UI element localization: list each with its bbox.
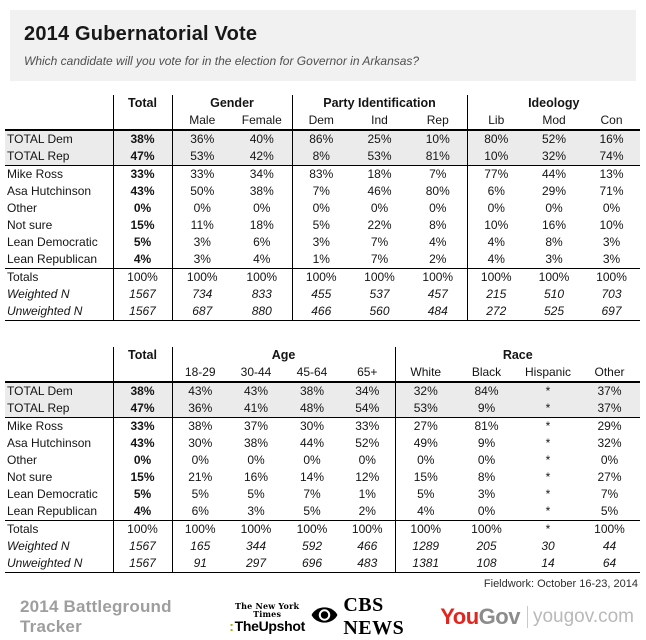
cell: 1381 — [395, 555, 456, 573]
column-header — [5, 364, 113, 382]
cell: 165 — [172, 538, 228, 555]
cell: 49% — [395, 435, 456, 452]
cell: 8% — [292, 148, 350, 166]
cell: 5% — [395, 486, 456, 503]
cell: 83% — [292, 166, 350, 184]
cell: 43% — [113, 435, 172, 452]
cell: 0% — [600, 453, 619, 467]
yougov-wordmark-you: You — [440, 604, 479, 629]
cell: 484 — [409, 303, 467, 321]
cell: 32% — [542, 149, 567, 163]
cell: 29% — [579, 418, 640, 436]
cell: 15% — [113, 469, 172, 486]
column-header — [113, 364, 172, 382]
table-row — [5, 183, 640, 200]
column-group-header: Race — [395, 347, 640, 364]
cell: 38% — [113, 382, 172, 400]
row-label: Lean Democratic — [7, 235, 98, 249]
column-header: Ind — [350, 112, 409, 130]
cell: 6% — [172, 503, 228, 521]
row-label: Mike Ross — [5, 418, 113, 436]
cell: 0% — [477, 504, 496, 518]
row-label: TOTAL Rep — [7, 149, 70, 163]
fieldwork-note: Fieldwork: October 16-23, 2014 — [483, 578, 638, 590]
cell: * — [517, 418, 579, 436]
column-header: 45-64 — [284, 364, 340, 382]
column-group-header: Total — [113, 347, 172, 364]
cell: 0% — [292, 200, 350, 217]
cell: 100% — [292, 269, 350, 287]
cell: 697 — [583, 303, 640, 321]
cell: 5% — [600, 504, 619, 518]
cell: 5% — [303, 504, 321, 518]
column-group-header — [5, 95, 113, 112]
cell: 71% — [599, 184, 624, 198]
cell: 0% — [467, 200, 525, 217]
cell: 0% — [247, 453, 265, 467]
column-header: Rep — [409, 112, 467, 130]
cell: 38% — [249, 184, 274, 198]
cell: 29% — [542, 184, 567, 198]
cell: 86% — [292, 130, 350, 148]
row-label: Other — [7, 453, 38, 467]
table-row — [5, 286, 640, 303]
row-label: Unweighted N — [5, 303, 113, 321]
cell: 297 — [228, 555, 284, 573]
cell: 7% — [303, 487, 321, 501]
cell: 100% — [350, 269, 409, 287]
cell: 560 — [350, 303, 409, 321]
column-header — [5, 112, 113, 130]
column-header: Male — [172, 112, 232, 130]
cell: 36% — [172, 400, 228, 418]
cell: 43% — [243, 384, 269, 398]
cell: * — [517, 521, 579, 539]
table-row — [5, 130, 640, 148]
table-row — [5, 382, 640, 400]
upshot-colon-mark: : — [229, 617, 234, 634]
cell: * — [545, 487, 551, 501]
row-label: Totals — [5, 269, 113, 287]
table-row — [5, 418, 640, 436]
cell: 466 — [292, 303, 350, 321]
table-row — [5, 234, 640, 251]
cbs-news-logo — [311, 594, 440, 640]
cell: 0% — [253, 201, 271, 215]
cell: 9% — [477, 436, 496, 450]
column-header: Lib — [467, 112, 525, 130]
cell: 4% — [429, 235, 447, 249]
cell: 33% — [340, 418, 395, 436]
cell: 0% — [477, 453, 496, 467]
yougov-logo — [440, 604, 634, 630]
cell: 4% — [467, 234, 525, 251]
cell: 537 — [369, 287, 390, 301]
cell: 53% — [172, 148, 232, 166]
cell: * — [545, 436, 551, 450]
cell: 47% — [113, 148, 172, 166]
row-label: TOTAL Rep — [7, 401, 70, 415]
page-title: 2014 Gubernatorial Vote — [24, 23, 258, 45]
cell: 37% — [228, 418, 284, 436]
cell: 33% — [113, 166, 172, 184]
row-label: TOTAL Dem — [7, 132, 73, 146]
row-label: Mike Ross — [5, 166, 113, 184]
cell: 525 — [525, 303, 583, 321]
cell: 100% — [579, 521, 640, 539]
cell: 9% — [477, 401, 496, 415]
row-label: Totals — [5, 521, 113, 539]
cell: 1% — [358, 487, 376, 501]
cell: 74% — [599, 149, 624, 163]
column-group-header: Gender — [172, 95, 292, 112]
cell: 3% — [292, 234, 350, 251]
cell: 81% — [425, 149, 450, 163]
cell: 6% — [253, 235, 271, 249]
cell: 3% — [545, 252, 563, 266]
cell: 38% — [113, 130, 172, 148]
cell: 1567 — [113, 303, 172, 321]
cell: 53% — [395, 400, 456, 418]
cell: 6% — [467, 183, 525, 200]
cell: 510 — [544, 287, 565, 301]
cell: 11% — [172, 217, 232, 234]
cell: 100% — [113, 269, 172, 287]
table-row — [5, 400, 640, 418]
cell: 44% — [299, 436, 325, 450]
row-label: Not sure — [7, 218, 53, 232]
nyt-masthead-text: The New York Times — [235, 600, 300, 619]
cell: * — [545, 504, 551, 518]
cell: 734 — [172, 286, 232, 303]
cell: 30% — [284, 418, 340, 436]
cell: 27% — [395, 418, 456, 436]
cell: 50% — [172, 183, 232, 200]
cbs-news-wordmark: CBS NEWS — [343, 594, 405, 639]
cell: 5% — [292, 217, 350, 234]
cell: 344 — [245, 539, 267, 553]
cell: 0% — [113, 200, 172, 217]
cell: 91 — [172, 555, 228, 573]
cell: 0% — [358, 453, 376, 467]
cell: 5% — [172, 486, 228, 503]
cell: 37% — [597, 401, 622, 415]
table-row — [5, 217, 640, 234]
cell: 2% — [358, 504, 376, 518]
table-row — [5, 166, 640, 184]
cell: 30% — [172, 435, 228, 452]
cell: 5% — [113, 486, 172, 503]
cell: 42% — [249, 149, 274, 163]
cell: 100% — [172, 521, 228, 539]
cell: 47% — [113, 400, 172, 418]
cell: 1567 — [113, 538, 172, 555]
cell: 53% — [367, 149, 392, 163]
column-group-header: Ideology — [467, 95, 640, 112]
cell: 0% — [370, 201, 389, 215]
table-row — [5, 486, 640, 503]
cell: 880 — [232, 303, 292, 321]
column-header: 18-29 — [172, 364, 228, 382]
cell: 4% — [395, 503, 456, 521]
cell: 64 — [579, 555, 640, 573]
row-label: Weighted N — [7, 287, 70, 301]
footer — [20, 594, 634, 639]
column-header: 30-44 — [228, 364, 284, 382]
cbs-eye-icon — [311, 606, 338, 629]
report-header — [10, 10, 636, 81]
cell: 16% — [243, 470, 269, 484]
cell: 38% — [299, 384, 325, 398]
cell: 457 — [427, 287, 448, 301]
column-header: Con — [583, 112, 640, 130]
table-row — [5, 521, 640, 539]
column-header: Black — [456, 364, 517, 382]
cell: 100% — [467, 269, 525, 287]
cell: 21% — [172, 469, 228, 486]
cell: * — [545, 453, 551, 467]
cell: 46% — [367, 184, 392, 198]
cell: 7% — [370, 235, 389, 249]
cell: 272 — [467, 303, 525, 321]
cell: 100% — [409, 269, 467, 287]
cell: 34% — [232, 166, 292, 184]
cell: 81% — [456, 418, 517, 436]
row-label: Lean Democratic — [7, 487, 98, 501]
cell: 100% — [228, 521, 284, 539]
row-label: Asa Hutchinson — [7, 436, 92, 450]
cell: * — [545, 470, 551, 484]
table-row — [5, 452, 640, 469]
cell: 80% — [425, 184, 450, 198]
column-group-header: Age — [172, 347, 395, 364]
cell: 54% — [355, 401, 380, 415]
cell: 3% — [602, 252, 621, 266]
cell: 100% — [583, 269, 640, 287]
cell: 32% — [395, 382, 456, 400]
cell: 4% — [253, 252, 271, 266]
cell: 48% — [299, 401, 325, 415]
cell: 215 — [467, 286, 525, 303]
cell: 592 — [301, 539, 323, 553]
row-label: Weighted N — [7, 539, 70, 553]
cell: 7% — [292, 183, 350, 200]
cell: 27% — [597, 470, 622, 484]
table-row — [5, 148, 640, 166]
cell: 13% — [583, 166, 640, 184]
cell: 10% — [467, 217, 525, 234]
cell: 22% — [367, 218, 392, 232]
cell: 1% — [292, 251, 350, 269]
cell: 18% — [350, 166, 409, 184]
column-header: Dem — [292, 112, 350, 130]
row-label: Not sure — [7, 470, 53, 484]
column-group-header: Party Identification — [292, 95, 467, 112]
cell: 52% — [355, 436, 380, 450]
cell: 1289 — [395, 538, 456, 555]
cell: 38% — [243, 436, 269, 450]
cell: 7% — [600, 487, 619, 501]
cell: 10% — [425, 132, 450, 146]
cell: 100% — [525, 269, 583, 287]
column-header: Hispanic — [517, 364, 579, 382]
cell: 4% — [113, 503, 172, 521]
cell: 34% — [355, 384, 380, 398]
cell: 18% — [249, 218, 274, 232]
cell: 5% — [113, 234, 172, 251]
cell: 36% — [172, 130, 232, 148]
cell: 7% — [370, 252, 389, 266]
cell: 0% — [172, 452, 228, 469]
cell: 455 — [292, 286, 350, 303]
cell: 100% — [340, 521, 395, 539]
cell: 833 — [251, 287, 272, 301]
cell: 44% — [525, 166, 583, 184]
cell: 25% — [367, 132, 392, 146]
table-row — [5, 435, 640, 452]
column-header — [113, 112, 172, 130]
cell: 8% — [545, 235, 563, 249]
cell: 10% — [599, 218, 624, 232]
row-label: TOTAL Dem — [7, 384, 73, 398]
yougov-domain-text: yougov.com — [532, 606, 634, 627]
cell: 100% — [172, 269, 232, 287]
cell: 77% — [467, 166, 525, 184]
cell: 52% — [542, 132, 567, 146]
cell: 100% — [456, 521, 517, 539]
table-row — [5, 555, 640, 573]
cell: 16% — [599, 132, 624, 146]
cell: 14% — [299, 470, 325, 484]
cell: 0% — [429, 201, 447, 215]
column-header: Other — [579, 364, 640, 382]
row-label: Other — [7, 201, 38, 215]
table-row — [5, 538, 640, 555]
cell: 15% — [395, 469, 456, 486]
column-header: Mod — [525, 112, 583, 130]
cell: 703 — [601, 287, 622, 301]
column-header: Female — [232, 112, 292, 130]
cell: 100% — [232, 269, 292, 287]
cell: 43% — [172, 382, 228, 400]
table-row — [5, 251, 640, 269]
cell: 483 — [340, 555, 395, 573]
column-header: 65+ — [340, 364, 395, 382]
cell: 4% — [467, 251, 525, 269]
column-group-header: Total — [113, 95, 172, 112]
cell: 16% — [542, 218, 567, 232]
cell: 5% — [247, 487, 265, 501]
cell: * — [545, 384, 551, 398]
column-header: White — [395, 364, 456, 382]
cell: 100% — [284, 521, 340, 539]
row-label: Lean Republican — [7, 252, 98, 266]
question-text: Which candidate will you vote for in the election for Governor in Arkansas? — [24, 54, 420, 68]
cell: 2% — [429, 252, 447, 266]
cell: 3% — [247, 504, 265, 518]
cell: 8% — [477, 470, 496, 484]
cell: 44 — [602, 539, 617, 553]
divider — [527, 606, 528, 628]
cell: 32% — [597, 436, 622, 450]
cell: 0% — [602, 201, 621, 215]
row-label: Unweighted N — [5, 555, 113, 573]
cell: 43% — [113, 183, 172, 200]
cell: 38% — [172, 418, 228, 436]
cell: 100% — [113, 521, 172, 539]
table-row — [5, 503, 640, 521]
cell: 0% — [303, 453, 321, 467]
table-row — [5, 200, 640, 217]
cell: 7% — [409, 166, 467, 184]
cell: 33% — [113, 418, 172, 436]
table-row — [5, 303, 640, 321]
cell: 12% — [355, 470, 380, 484]
crosstab-table-gender-party-ideology — [5, 95, 640, 321]
cell: 205 — [476, 539, 497, 553]
cell: 41% — [243, 401, 269, 415]
cell: 8% — [429, 218, 447, 232]
cell: 40% — [249, 132, 274, 146]
cell: 10% — [467, 148, 525, 166]
upshot-wordmark: :TheUpshot — [229, 617, 306, 634]
cell: 4% — [113, 251, 172, 269]
cell: 3% — [172, 234, 232, 251]
cell: 84% — [474, 384, 499, 398]
cell: 3% — [602, 235, 621, 249]
cell: 30 — [541, 539, 555, 553]
cell: 466 — [357, 539, 378, 553]
cell: 100% — [395, 521, 456, 539]
cell: 80% — [467, 130, 525, 148]
battleground-tracker-label: 2014 Battleground Tracker — [20, 597, 172, 636]
cell: 3% — [477, 487, 496, 501]
cell: 33% — [172, 166, 232, 184]
cell: 14 — [517, 555, 579, 573]
table-row — [5, 469, 640, 486]
cell: 0% — [113, 452, 172, 469]
table-row — [5, 269, 640, 287]
cell: 15% — [113, 217, 172, 234]
row-label: Lean Republican — [7, 504, 98, 518]
cell: 696 — [284, 555, 340, 573]
crosstab-table-age-race — [5, 347, 640, 573]
cell: 1567 — [113, 555, 172, 573]
cell: 0% — [545, 201, 563, 215]
cell: 687 — [172, 303, 232, 321]
nyt-upshot-logo — [223, 602, 311, 633]
cell: 108 — [456, 555, 517, 573]
column-group-header — [5, 347, 113, 364]
yougov-wordmark-gov: Gov — [478, 604, 520, 629]
row-label: Asa Hutchinson — [7, 184, 92, 198]
cell: 0% — [172, 200, 232, 217]
cell: 37% — [597, 384, 622, 398]
cell: 3% — [172, 251, 232, 269]
cell: 0% — [395, 452, 456, 469]
cell: 1567 — [113, 286, 172, 303]
cell: * — [545, 401, 551, 415]
